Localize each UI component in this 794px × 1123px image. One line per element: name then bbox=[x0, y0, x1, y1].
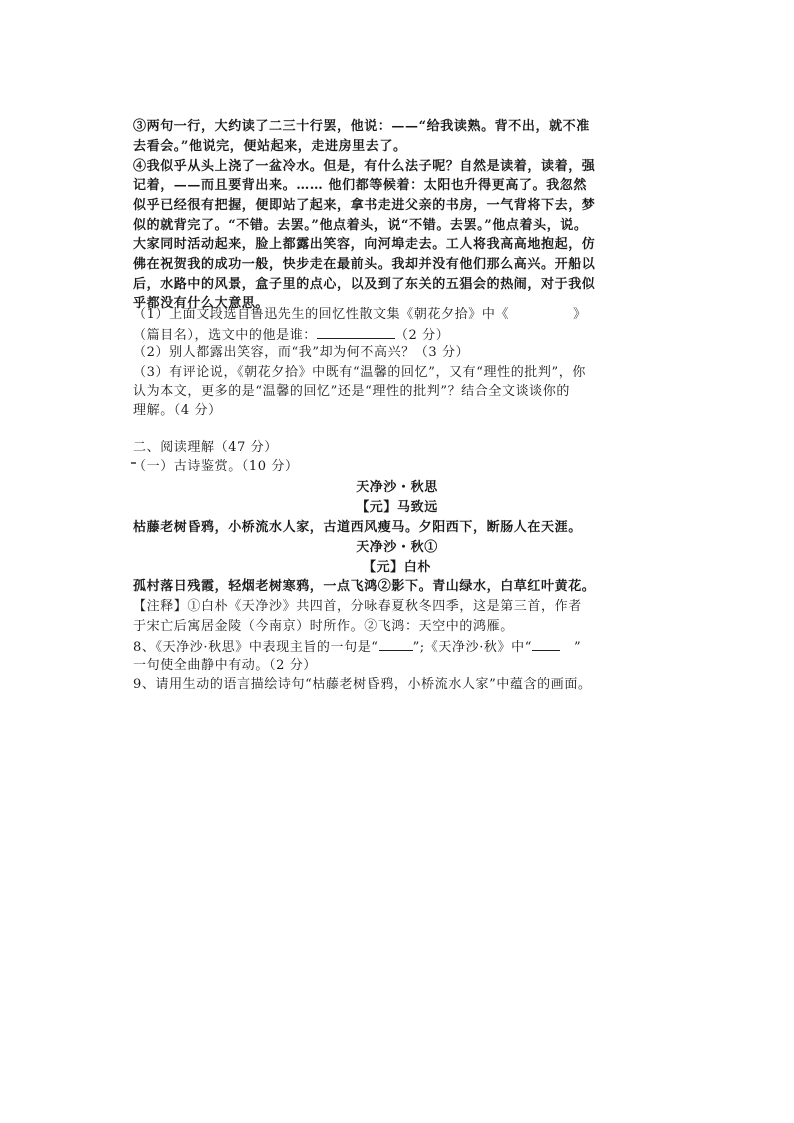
question-8-text: 8、《天净沙·秋思》中表现主旨的一句是“ bbox=[133, 640, 379, 655]
poem-2-title: 天净沙・秋① bbox=[356, 540, 438, 555]
poem-1-body: 枯藤老树昏鸦，小桥流水人家，古道西风瘦马。夕阳西下，断肠人在天涯。 bbox=[133, 520, 582, 535]
poem-1-author: 【元】马致远 bbox=[356, 500, 438, 515]
passage-line: ③两句一行，大约读了二三十行罢，他说：——“给我读熟。背不出，就不准 bbox=[133, 119, 590, 134]
passage-line: 佛在祝贺我的成功一般，快步走在最前头。我却并没有他们那么高兴。开船以 bbox=[133, 257, 596, 272]
answer-blank[interactable] bbox=[532, 636, 560, 651]
question-2: （2）别人都露出笑容，而“我”却为何不高兴？（3 分） bbox=[133, 345, 470, 360]
passage-line: 似的就背完了。“不错。去罢。”他点着头，说“不错。去罢。”他点着头，说。 bbox=[133, 218, 588, 233]
passage-line: 后，水路中的风景，盒子里的点心，以及到了东关的五猖会的热闹，对于我似 bbox=[133, 277, 596, 292]
question-1-text-2: （篇目名），选文中的他是谁： bbox=[133, 328, 317, 343]
question-1-text: （1）上面文段选自鲁迅先生的回忆性散文集《朝花夕拾》中《 bbox=[133, 307, 510, 322]
poem-2-author: 【元】白朴 bbox=[362, 560, 431, 575]
passage-line: ④我似乎从头上浇了一盆冷水。但是，有什么法子呢？自然是读着，读着，强 bbox=[133, 159, 596, 174]
question-8-line-2: 一句使全曲静中有动。（2 分） bbox=[133, 658, 317, 673]
question-8-quote: ” bbox=[573, 640, 582, 655]
passage-line: 记着，——而且要背出来。…… 他们都等候着：太阳也升得更高了。我忽然 bbox=[133, 178, 587, 193]
question-8-text-2: ”;《天净沙·秋》中“ bbox=[412, 640, 532, 655]
passage-line: 大家同时活动起来，脸上都露出笑容，向河埠走去。工人将我高高地抱起，仿 bbox=[133, 237, 596, 252]
question-3-line-1: （3）有评论说，《朝花夕拾》中既有“温馨的回忆”，又有“理性的批判”，你 bbox=[133, 365, 586, 380]
question-9: 9、请用生动的语言描绘诗句“枯藤老树昏鸦，小桥流水人家”中蕴含的画面。 bbox=[133, 677, 592, 692]
question-3-line-3: 理解。（4 分） bbox=[133, 403, 222, 418]
note-line-1: 【注释】①白朴《天净沙》共四首，分咏春夏秋冬四季，这是第三首，作者 bbox=[133, 599, 582, 614]
section-sub-heading: （一）古诗鉴赏。（10 分） bbox=[133, 459, 299, 474]
section-heading: 二、阅读理解（47 分） bbox=[133, 440, 278, 455]
poem-1-title: 天净沙・秋思 bbox=[356, 480, 438, 495]
passage-line: 似乎已经很有把握，便即站了起来，拿书走进父亲的书房，一气背将下去，梦 bbox=[133, 198, 596, 213]
question-3-line-2: 认为本文，更多的是“温馨的回忆”还是“理性的批判”？结合全文谈谈你的 bbox=[133, 384, 570, 399]
note-line-2: 于宋亡后寓居金陵（今南京）时所作。②飞鸿：天空中的鸿雁。 bbox=[133, 619, 514, 634]
answer-blank[interactable] bbox=[379, 636, 413, 651]
poem-2-body: 孤村落日残霞，轻烟老树寒鸦，一点飞鸿②影下。青山绿水，白草红叶黄花。 bbox=[133, 579, 596, 594]
answer-blank[interactable] bbox=[317, 324, 395, 339]
question-1-score: （2 分） bbox=[394, 328, 450, 343]
question-1-line-1 bbox=[133, 305, 587, 325]
passage-line: 乎都没有什么大意思。 bbox=[133, 296, 270, 311]
question-1-bracket: 》 bbox=[573, 307, 587, 322]
passage-line: 去看会。”他说完，便站起来，走进房里去了。 bbox=[133, 139, 407, 154]
question-8-line-1 bbox=[133, 636, 581, 658]
